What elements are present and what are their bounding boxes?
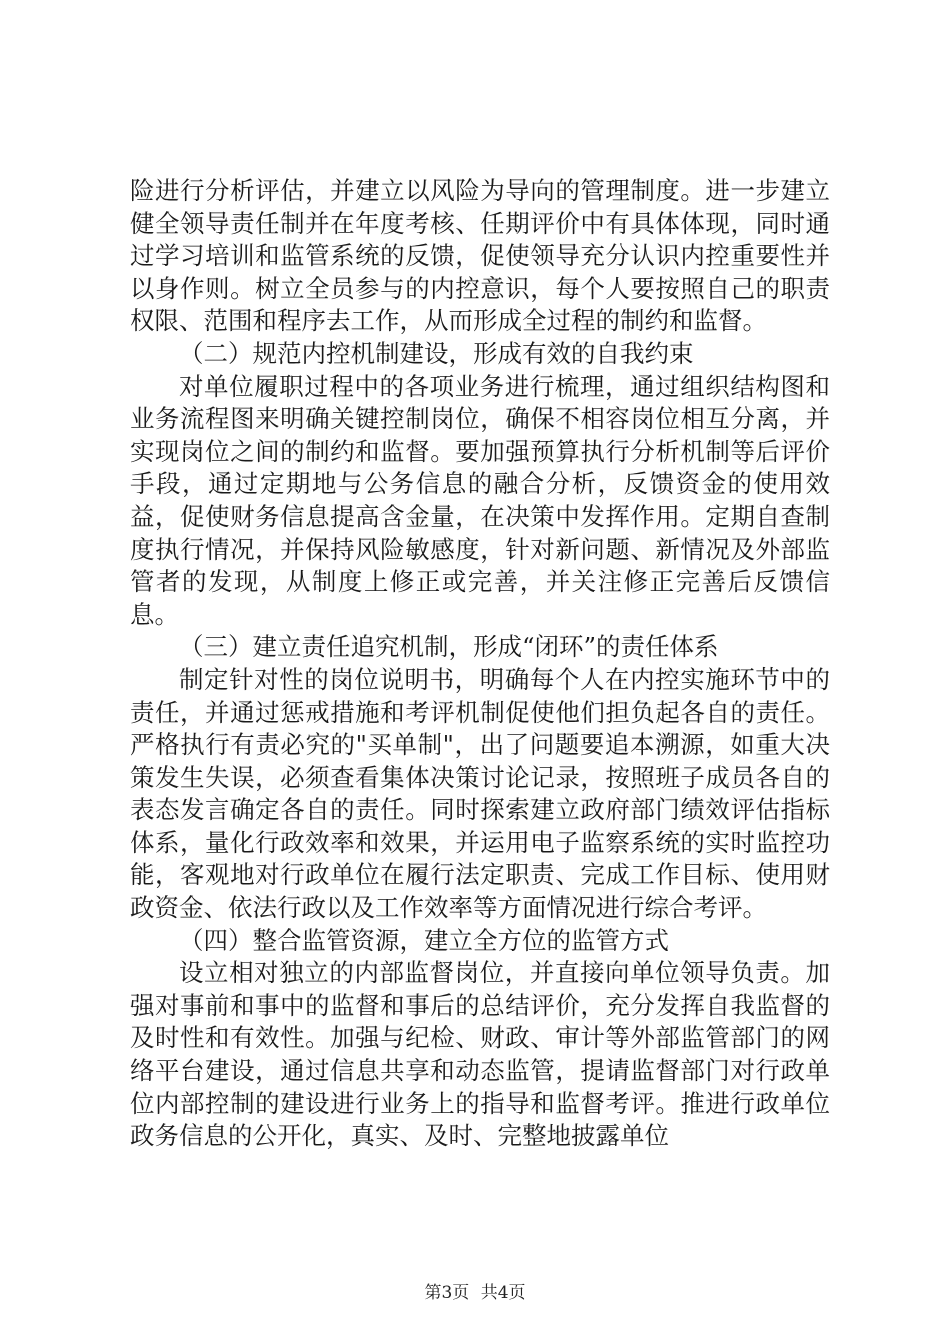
paragraph: 制定针对性的岗位说明书，明确每个人在内控实施环节中的责任，并通过惩戒措施和考评机制促使他们担负起各自的责任。严格执行有责必究的"买单制"，出了问题要追本溯源，如重大决策发生失误，必须查看集体决策讨论记录，按照班子成员各自的表态发言确定各自的责任。同时探索建立政府部门绩效评估指标体系，量化行政效率和效果，并运用电子监察系统的实时监控功能，客观地对行政单位在履行法定职责、完成工作目标、使用财政资金、依法行政以及工作效率等方面情况进行综合考评。 — [130, 664, 830, 923]
section-heading-4: （四）整合监管资源，建立全方位的监管方式 — [179, 925, 669, 955]
section-heading-3: （三）建立责任追究机制，形成“闭环”的责任体系 — [179, 632, 719, 662]
paragraph: 对单位履职过程中的各项业务进行梳理，通过组织结构图和业务流程图来明确关键控制岗位，确保不相容岗位相互分离，并实现岗位之间的制约和监督。要加强预算执行分析机制等后评价手段，通过定期地与公务信息的融合分析，反馈资金的使用效益，促使财务信息提高含金量，在决策中发挥作用。定期自查制度执行情况，并保持风险敏感度，针对新问题、新情况及外部监管者的发现，从制度上修正或完善，并关注修正完善后反馈信息。 — [130, 371, 830, 629]
page-number: 第3页 — [424, 1283, 470, 1303]
page-total: 共4页 — [480, 1283, 526, 1303]
paragraph-continuation: 险进行分析评估，并建立以风险为导向的管理制度。进一步建立健全领导责任制并在年度考核、任期评价中有具体体现，同时通过学习培训和监管系统的反馈，促使领导充分认识内控重要性并以身作则。树立全员参与的内控意识，每个人要按照自己的职责权限、范围和程序去工作，从而形成全过程的制约和监督。 — [130, 176, 830, 336]
section-heading-2: （二）规范内控机制建设，形成有效的自我约束 — [179, 338, 694, 368]
page-footer — [0, 1278, 950, 1303]
document-body — [130, 175, 830, 1153]
paragraph: 设立相对独立的内部监督岗位，并直接向单位领导负责。加强对事前和事中的监督和事后的总结评价，充分发挥自我监督的及时性和有效性。加强与纪检、财政、审计等外部监管部门的网络平台建设，通过信息共享和动态监管，提请监督部门对行政单位内部控制的建设进行业务上的指导和监督考评。推进行政单位政务信息的公开化，真实、及时、完整地披露单位 — [130, 958, 830, 1151]
